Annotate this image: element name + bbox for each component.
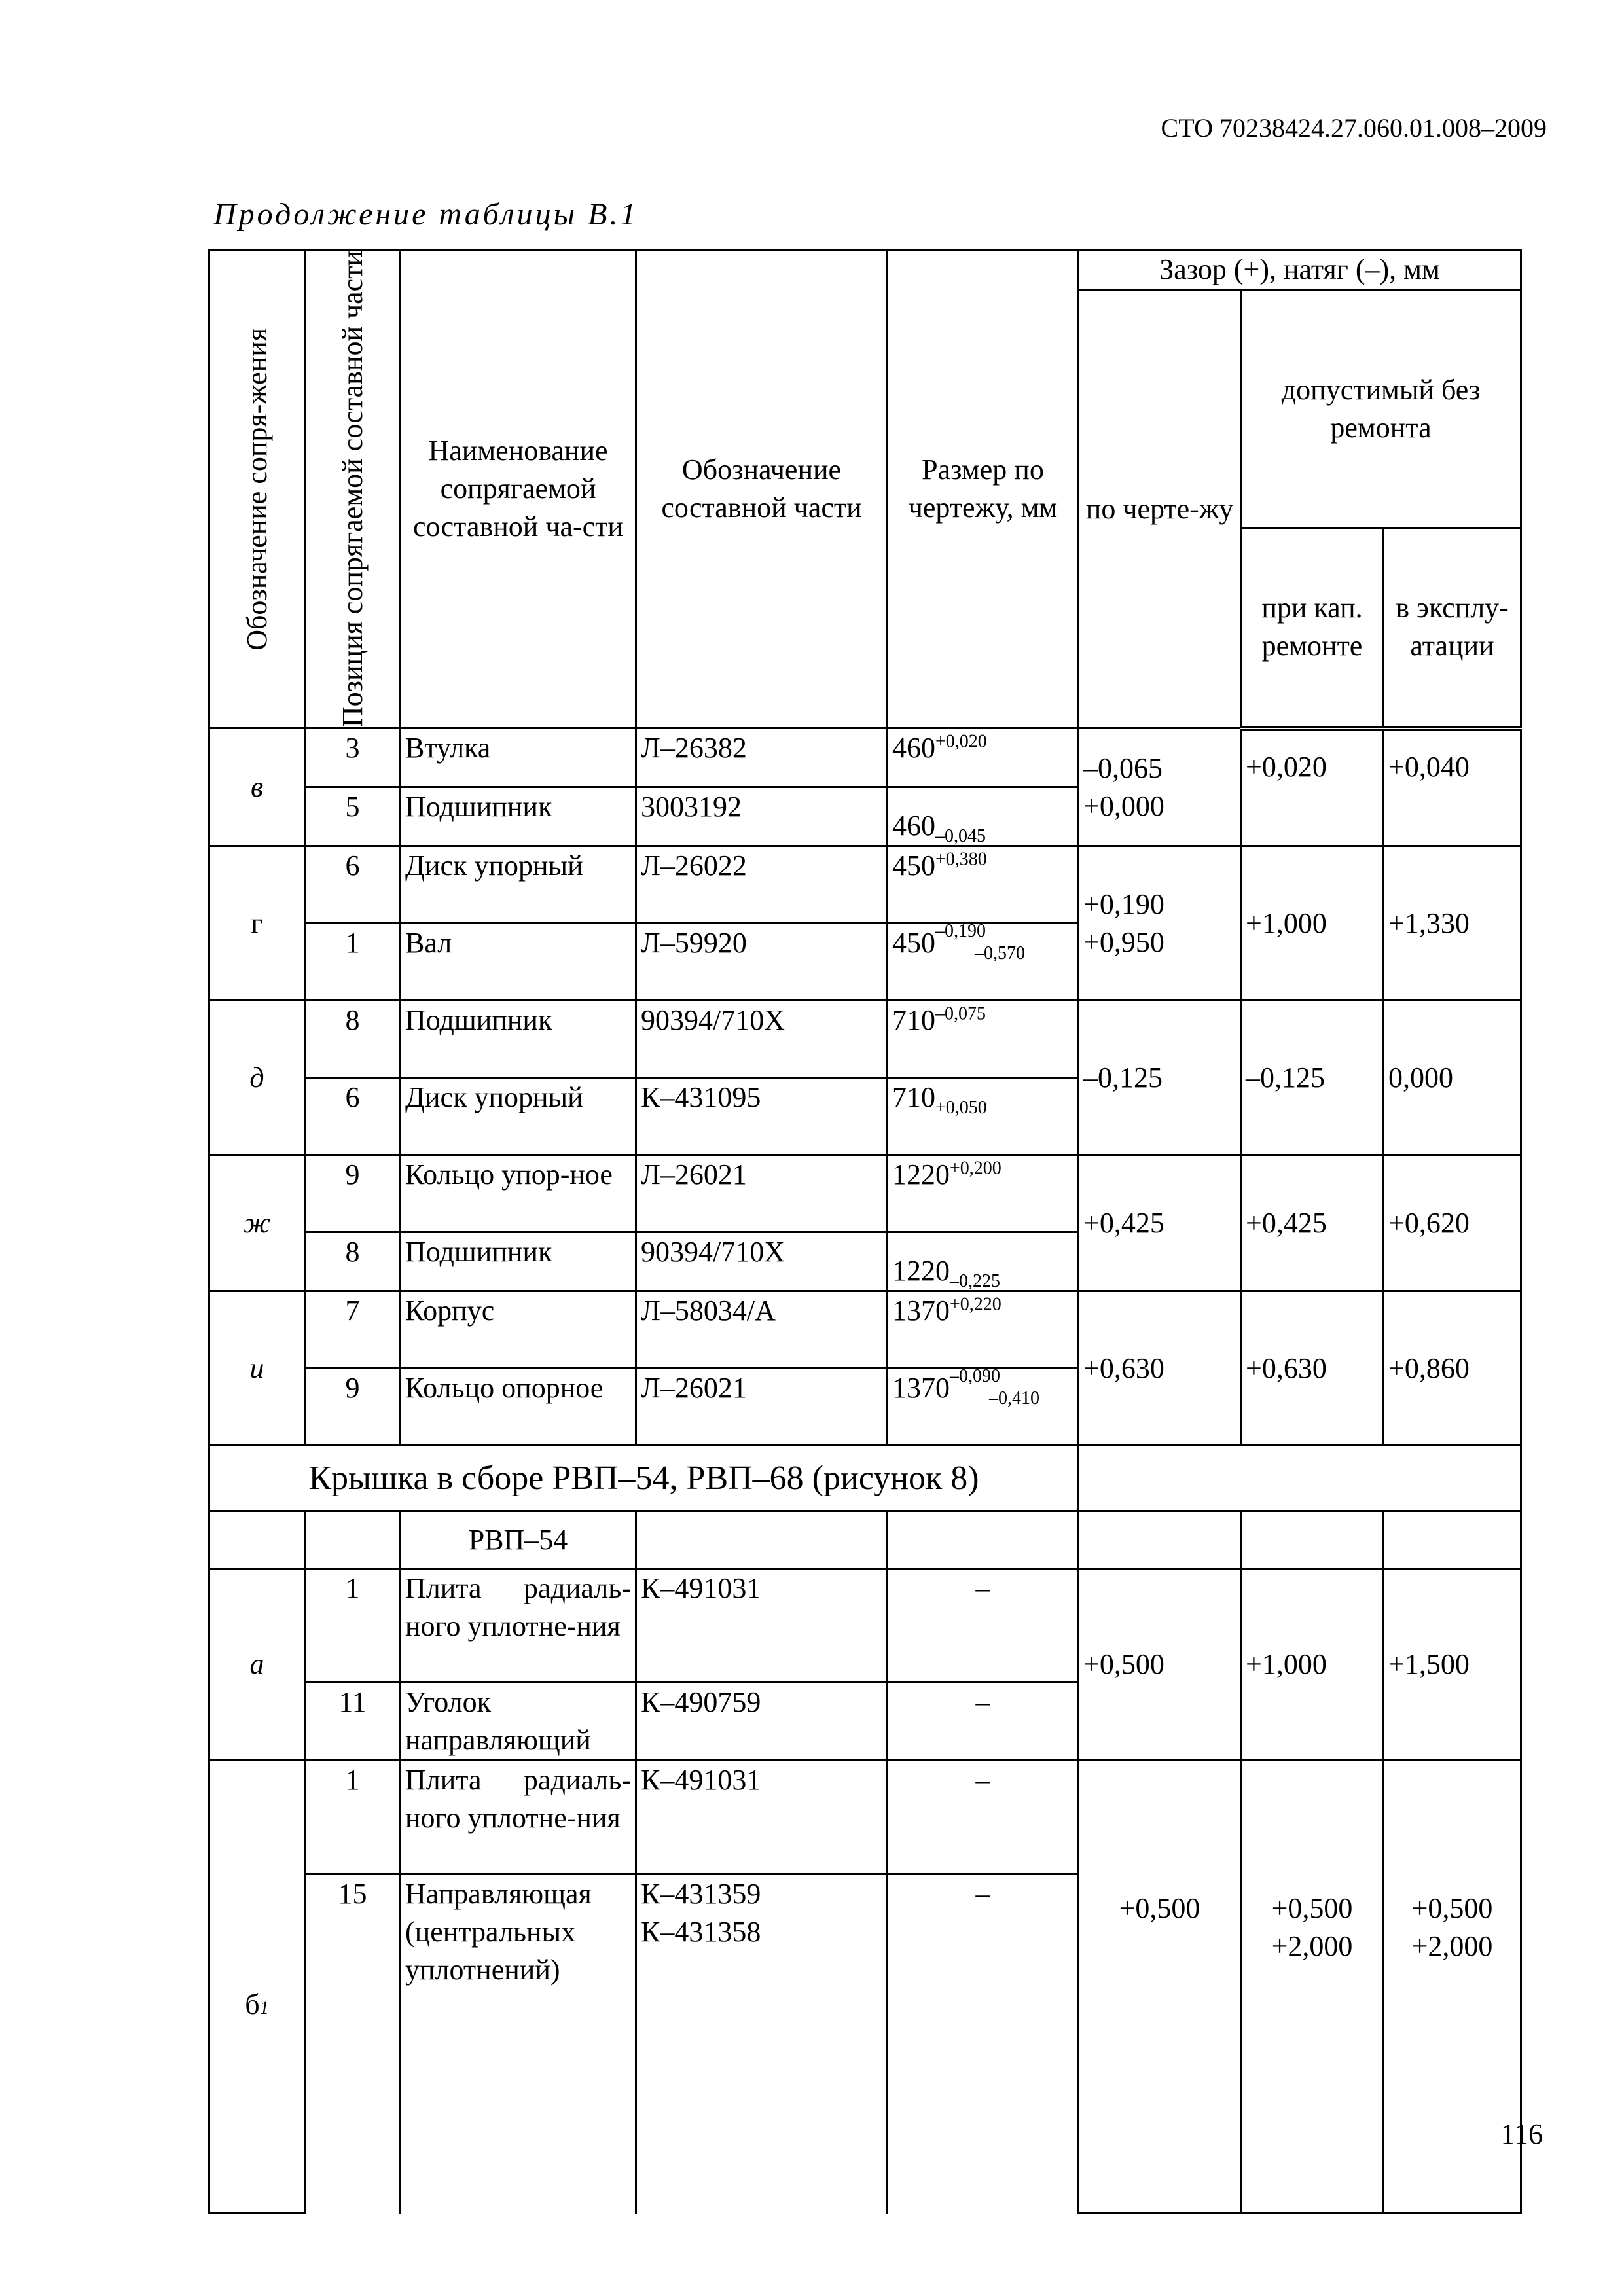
part-designation: 90394/710Х <box>636 1001 888 1078</box>
clearance-by-drawing: +0,190 +0,950 <box>1079 846 1241 1001</box>
clearance-by-drawing: –0,125 <box>1079 1001 1241 1155</box>
part-position: 5 <box>305 787 401 846</box>
joint-label: в <box>209 728 305 846</box>
part-designation: Л–26021 <box>636 1155 888 1232</box>
clearance-by-drawing: –0,065 +0,000 <box>1079 728 1241 846</box>
part-position: 15 <box>305 1874 401 2214</box>
part-designation: К–490759 <box>636 1683 888 1761</box>
part-name: Диск упорный <box>401 1078 636 1155</box>
part-size: $450^{+0,380}$ <box>888 846 1079 924</box>
part-name: Подшипник <box>401 1232 636 1291</box>
clearance-by-drawing: +0,500 <box>1079 1569 1241 1761</box>
document-code: СТО 70238424.27.060.01.008–2009 <box>1161 113 1547 143</box>
clearance-overhaul: +0,630 <box>1241 1291 1384 1446</box>
joint-label: д <box>209 1001 305 1155</box>
part-size: – <box>888 1569 1079 1683</box>
joint-label: и <box>209 1291 305 1446</box>
clearance-overhaul: +1,000 <box>1241 846 1384 1001</box>
part-size: $460_{-0,045}$ <box>888 787 1079 846</box>
header-joint: Обозначение сопря-жения <box>209 250 305 728</box>
empty-cell <box>305 1511 401 1569</box>
part-designation: К–491031 <box>636 1761 888 1874</box>
clearance-operation: +1,500 <box>1384 1569 1521 1761</box>
part-position: 11 <box>305 1683 401 1761</box>
clearance-overhaul: –0,125 <box>1241 1001 1384 1155</box>
header-drawing-size: Размер по чертежу, мм <box>888 250 1079 728</box>
part-name: Плита радиаль-ного уплотне-ния <box>401 1569 636 1683</box>
header-allowed-without-repair: допустимый без ремонта <box>1241 290 1521 528</box>
clearance-operation: +0,040 <box>1384 728 1521 846</box>
part-name: Плита радиаль-ного уплотне-ния <box>401 1761 636 1874</box>
part-designation: Л–26022 <box>636 846 888 924</box>
joint-label: а <box>209 1569 305 1761</box>
clearance-operation: +0,860 <box>1384 1291 1521 1446</box>
empty-cell <box>209 1511 305 1569</box>
part-position: 9 <box>305 1369 401 1446</box>
part-name: Кольцо опорное <box>401 1369 636 1446</box>
page-number: 116 <box>1500 2118 1543 2150</box>
table-caption: Продолжение таблицы В.1 <box>213 197 639 232</box>
clearance-operation: +0,500 +2,000 <box>1384 1761 1521 2214</box>
subsection-title: РВП–54 <box>401 1511 636 1569</box>
part-designation: Л–59920 <box>636 924 888 1001</box>
header-position: Позиция сопрягаемой составной части <box>305 250 401 728</box>
part-designation: К–491031 <box>636 1569 888 1683</box>
part-designation: К–431359 К–431358 <box>636 1874 888 2214</box>
part-size: – <box>888 1761 1079 1874</box>
clearance-by-drawing: +0,500 <box>1079 1761 1241 2214</box>
clearance-overhaul: +1,000 <box>1241 1569 1384 1761</box>
part-position: 7 <box>305 1291 401 1369</box>
part-position: 1 <box>305 924 401 1001</box>
part-name: Кольцо упор-ное <box>401 1155 636 1232</box>
part-designation: 90394/710Х <box>636 1232 888 1291</box>
header-clearance-group: Зазор (+), натяг (–), мм <box>1079 250 1521 290</box>
part-position: 6 <box>305 846 401 924</box>
clearance-by-drawing: +0,425 <box>1079 1155 1241 1291</box>
clearance-overhaul: +0,020 <box>1241 728 1384 846</box>
clearance-by-drawing: +0,630 <box>1079 1291 1241 1446</box>
part-size: 1370 –0,090 –0,410 <box>888 1369 1079 1446</box>
section-title: Крышка в сборе РВП–54, РВП–68 (рисунок 8) <box>209 1446 1079 1511</box>
part-size: $460^{+0,020}$ <box>888 728 1079 787</box>
empty-cell <box>1241 1511 1384 1569</box>
part-name: Вал <box>401 924 636 1001</box>
part-designation: Л–26382 <box>636 728 888 787</box>
header-by-drawing: по черте-жу <box>1079 290 1241 728</box>
part-name: Подшипник <box>401 1001 636 1078</box>
part-position: 9 <box>305 1155 401 1232</box>
empty-cell <box>636 1511 888 1569</box>
part-size: $1370^{+0,220}$ <box>888 1291 1079 1369</box>
clearance-overhaul: +0,500 +2,000 <box>1241 1761 1384 2214</box>
part-size: $710_{+0,050}$ <box>888 1078 1079 1155</box>
part-position: 8 <box>305 1232 401 1291</box>
clearance-operation: +1,330 <box>1384 846 1521 1001</box>
part-position: 8 <box>305 1001 401 1078</box>
joint-label: г <box>209 846 305 1001</box>
part-position: 6 <box>305 1078 401 1155</box>
part-position: 1 <box>305 1761 401 1874</box>
header-overhaul: при кап. ремонте <box>1241 528 1384 728</box>
part-size: $1220_{-0,225}$ <box>888 1232 1079 1291</box>
clearance-overhaul: +0,425 <box>1241 1155 1384 1291</box>
part-size: – <box>888 1874 1079 2214</box>
clearance-operation: 0,000 <box>1384 1001 1521 1155</box>
part-name: Уголок направляющий <box>401 1683 636 1761</box>
header-part-name: Наименование сопрягаемой составной ча-сти <box>401 250 636 728</box>
part-designation: Л–26021 <box>636 1369 888 1446</box>
empty-cell <box>1384 1511 1521 1569</box>
part-designation: 3003192 <box>636 787 888 846</box>
part-name: Диск упорный <box>401 846 636 924</box>
empty-cell <box>888 1511 1079 1569</box>
part-size: 450 –0,190 –0,570 <box>888 924 1079 1001</box>
joint-label: ж <box>209 1155 305 1291</box>
joint-label: б1 <box>209 1761 305 2214</box>
part-size: – <box>888 1683 1079 1761</box>
part-name: Корпус <box>401 1291 636 1369</box>
header-part-designation: Обозначение составной части <box>636 250 888 728</box>
part-designation: К–431095 <box>636 1078 888 1155</box>
part-size: $710^{-0,075}$ <box>888 1001 1079 1078</box>
part-position: 1 <box>305 1569 401 1683</box>
part-designation: Л–58034/А <box>636 1291 888 1369</box>
part-position: 3 <box>305 728 401 787</box>
part-name: Направляющая (центральных уплотнений) <box>401 1874 636 2214</box>
clearance-operation: +0,620 <box>1384 1155 1521 1291</box>
part-name: Подшипник <box>401 787 636 846</box>
part-size: $1220^{+0,200}$ <box>888 1155 1079 1232</box>
header-operation: в эксплу-атации <box>1384 528 1521 728</box>
empty-cell <box>1079 1511 1241 1569</box>
section-title-blank <box>1079 1446 1521 1511</box>
tolerance-table <box>208 249 1522 2214</box>
part-name: Втулка <box>401 728 636 787</box>
